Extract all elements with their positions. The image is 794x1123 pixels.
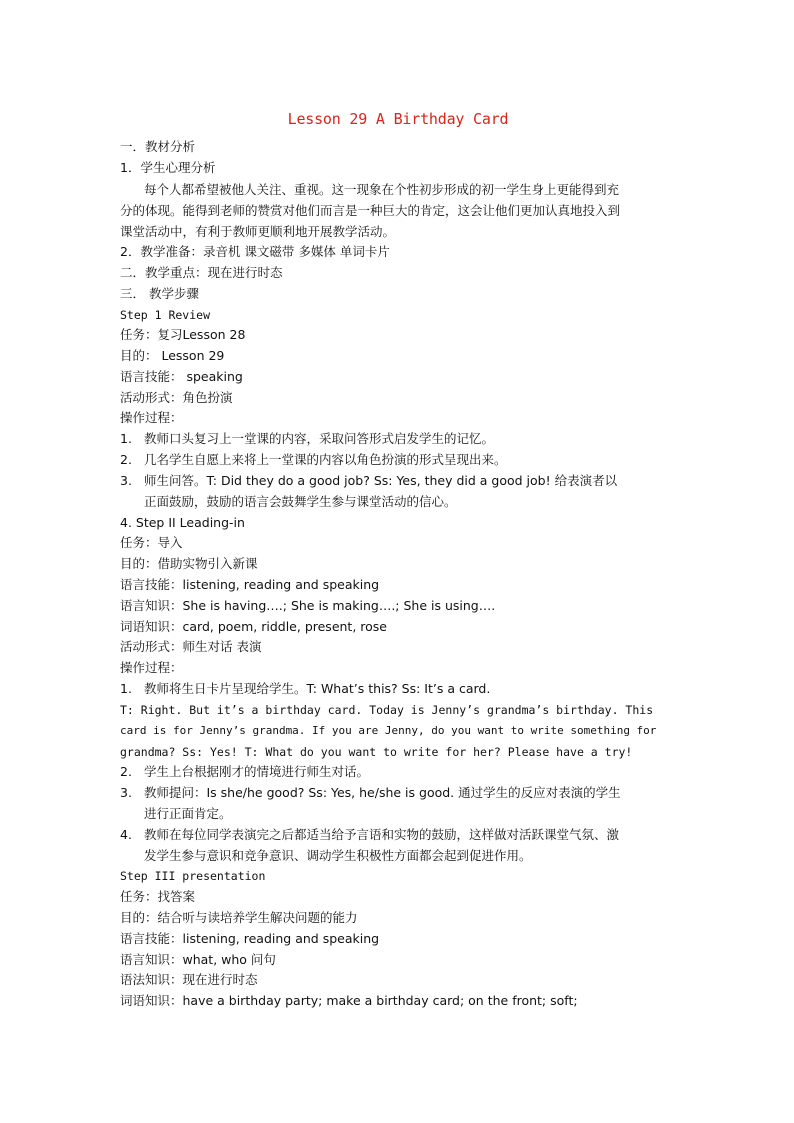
subheading-1: 1．学生心理分析 <box>120 160 216 175</box>
info-line: 语言技能：listening, reading and speaking <box>120 931 380 946</box>
list-text: 学生上台根据刚才的情境进行师生对话。 <box>144 764 370 779</box>
list-text: 教师提问：Is she/he good? Ss: Yes, he/she is good. 通过学生的反应对表演的学生 <box>144 785 621 800</box>
list-number: 1. <box>120 431 132 446</box>
paragraph-line: 课堂活动中，有利于教师更顺利地开展教学活动。 <box>120 224 396 239</box>
info-line: 语言知识：what, who 问句 <box>120 952 276 967</box>
list-number: 3. <box>120 785 132 800</box>
list-number: 3. <box>120 473 132 488</box>
list-item <box>120 762 369 782</box>
info-line: 词语知识：have a birthday party; make a birthday card; on the front; soft; <box>120 993 578 1008</box>
info-line: 操作过程： <box>120 410 183 425</box>
info-line: 活动形式：师生对话 表演 <box>120 639 262 654</box>
dialogue-line: card is for Jenny’s grandma. If you are Jenny, do you want to write something for <box>120 724 657 737</box>
section-heading-3: 三． 教学步骤 <box>120 286 199 301</box>
info-line: 语言知识：She is having….; She is making….; She is using…. <box>120 598 496 613</box>
list-item <box>120 471 617 491</box>
list-item-continuation: 发学生参与意识和竞争意识、调动学生积极性方面都会起到促进作用。 <box>144 848 532 863</box>
dialogue-line: grandma? Ss: Yes! T: What do you want to write for her? Please have a try! <box>120 745 633 759</box>
info-line: 目的：结合听与读培养学生解决问题的能力 <box>120 910 358 925</box>
info-line: 语言技能： speaking <box>120 369 243 384</box>
info-line: 任务：复习Lesson 28 <box>120 327 246 342</box>
info-line: 任务：导入 <box>120 535 183 550</box>
paragraph-line: 分的体现。能得到老师的赞赏对他们而言是一种巨大的肯定，这会让他们更加认真地投入到 <box>120 203 621 218</box>
list-item-continuation: 正面鼓励，鼓励的语言会鼓舞学生参与课堂活动的信心。 <box>144 494 457 509</box>
info-line: 任务：找答案 <box>120 889 196 904</box>
step-heading: Step 1 Review <box>120 308 211 322</box>
info-line: 目的： Lesson 29 <box>120 348 225 363</box>
list-item <box>120 679 490 699</box>
document-title: Lesson 29 A Birthday Card <box>287 110 509 128</box>
list-item-continuation: 进行正面肯定。 <box>144 806 232 821</box>
preparation-line: 2．教学准备：录音机 课文磁带 多媒体 单词卡片 <box>120 244 390 259</box>
dialogue-line: T: Right. But it’s a birthday card. Today is Jenny’s grandma’s birthday. This <box>120 703 654 717</box>
section-heading-1: 一．教材分析 <box>120 139 196 154</box>
list-text: 教师将生日卡片呈现给学生。T: What’s this? Ss: It’s a card. <box>144 681 491 696</box>
list-text: 教师口头复习上一堂课的内容，采取问答形式启发学生的记忆。 <box>144 431 495 446</box>
list-item <box>120 429 494 449</box>
list-number: 1. <box>120 681 132 696</box>
list-number: 2. <box>120 764 132 779</box>
info-line: 语言技能：listening, reading and speaking <box>120 577 380 592</box>
info-line: 活动形式：角色扮演 <box>120 390 233 405</box>
paragraph-line: 每个人都希望被他人关注、重视。这一现象在个性初步形成的初一学生身上更能得到充 <box>144 182 620 197</box>
step-heading: 4. Step II Leading-in <box>120 515 245 530</box>
list-item <box>120 450 507 470</box>
step-heading: Step III presentation <box>120 869 266 883</box>
info-line: 目的：借助实物引入新课 <box>120 556 258 571</box>
list-item <box>120 783 621 803</box>
info-line: 词语知识：card, poem, riddle, present, rose <box>120 619 387 634</box>
section-heading-2: 二．教学重点：现在进行时态 <box>120 265 283 280</box>
list-number: 2. <box>120 452 132 467</box>
list-text: 教师在每位同学表演完之后都适当给予言语和实物的鼓励，这样做对活跃课堂气氛、激 <box>144 827 620 842</box>
info-line: 语法知识：现在进行时态 <box>120 972 258 987</box>
list-item <box>120 825 619 845</box>
info-line: 操作过程： <box>120 660 183 675</box>
list-text: 几名学生自愿上来将上一堂课的内容以角色扮演的形式呈现出来。 <box>144 452 507 467</box>
list-number: 4. <box>120 827 132 842</box>
list-text: 师生问答。T: Did they do a good job? Ss: Yes, they did a good job! 给表演者以 <box>144 473 618 488</box>
